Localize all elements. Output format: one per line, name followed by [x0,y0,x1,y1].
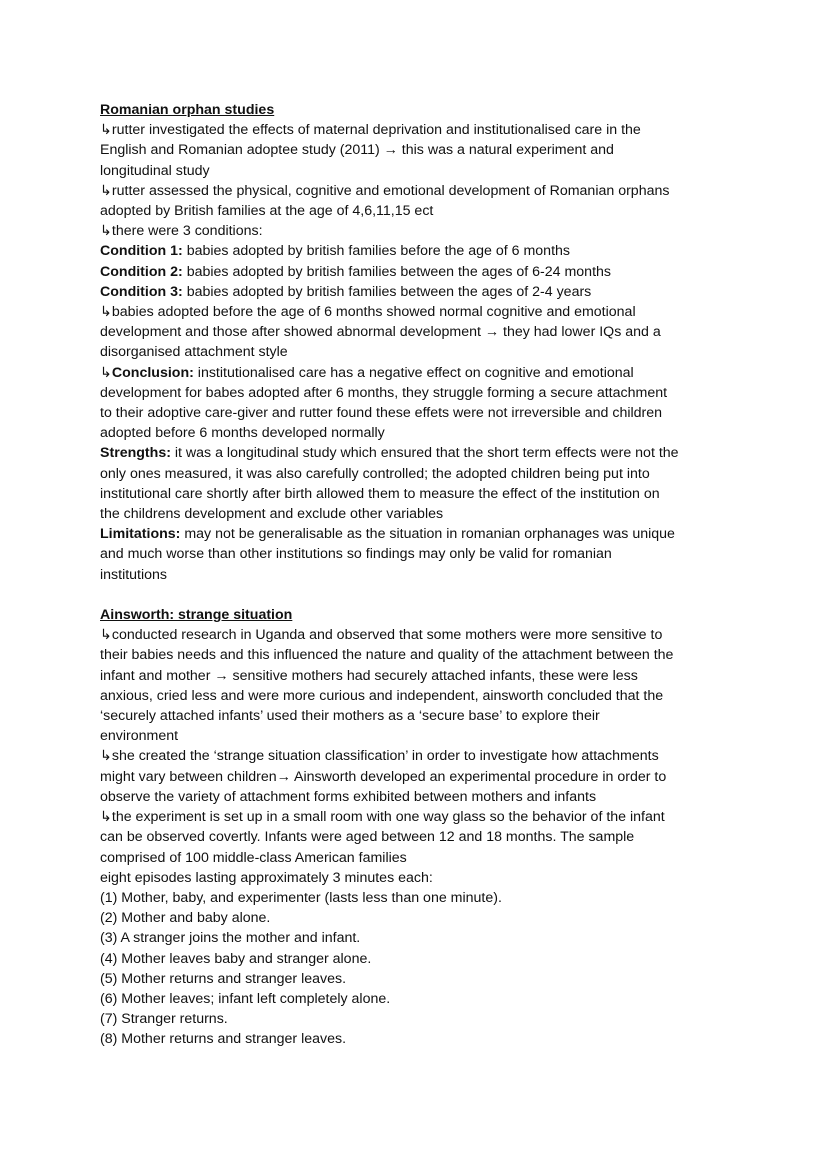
body-line: environment [100,728,179,745]
document-page [100,100,740,1050]
limitations-label: Limitations: [100,526,181,543]
condition-label: Condition 2: [100,263,183,280]
body-line: anxious, cried less and were more curious and independent, ainsworth concluded that the [100,687,664,704]
episode-item: (6) Mother leaves; infant left completely alone. [100,990,391,1007]
episode-item: (3) A stranger joins the mother and infant. [100,930,361,947]
arrow-icon: ↳ [100,364,112,381]
conclusion-text: institutionalised care has a negative effect on cognitive and emotional [193,364,634,381]
condition-text: babies adopted by british families between the ages of 2-4 years [182,283,592,300]
intro-line: ↳rutter investigated the effects of maternal deprivation and institutionalised care in the [100,122,641,139]
findings-line: disorganised attachment style [100,344,288,361]
intro-line: ↳there were 3 conditions: [100,223,263,240]
body-line: ‘securely attached infants’ used their mothers as a ‘secure base’ to explore their [100,708,600,725]
episode-item: (7) Stranger returns. [100,1011,228,1028]
condition-1 [100,241,740,261]
findings-line: ↳babies adopted before the age of 6 months showed normal cognitive and emotional [100,304,636,321]
intro-line: longitudinal study [100,162,210,179]
condition-2 [100,262,740,282]
limitations-line [100,524,740,544]
limitations-line: institutions [100,566,168,583]
body-line: comprised of 100 middle-class American families [100,849,407,866]
conclusion-line: to their adoptive care-giver and rutter found these effets were not irreversible and children [100,405,663,422]
limitations-text: may not be generalisable as the situation in romanian orphanages was unique [180,526,675,543]
strengths-label: Strengths: [100,445,171,462]
strengths-line [100,443,740,463]
condition-text: babies adopted by british families before the age of 6 months [182,243,570,260]
conclusion-label: Conclusion: [111,364,194,381]
body-line: infant and mother → sensitive mothers had securely attached infants, these were less [100,667,638,684]
intro-line: ↳rutter assessed the physical, cognitive and emotional development of Romanian orphans [100,182,670,199]
conclusion-line [100,363,740,383]
episode-item: (2) Mother and baby alone. [100,910,271,927]
body-line: eight episodes lasting approximately 3 minutes each: [100,869,433,886]
body-line: ↳she created the ‘strange situation classification’ in order to investigate how attachments [100,748,659,765]
episode-item: (1) Mother, baby, and experimenter (lasts less than one minute). [100,889,502,906]
body-line: can be observed covertly. Infants were aged between 12 and 18 months. The sample [100,829,635,846]
body-line: ↳conducted research in Uganda and observed that some mothers were more sensitive to [100,627,663,644]
episode-item: (5) Mother returns and stranger leaves. [100,970,347,987]
limitations-line: and much worse than other institutions so findings may only be valid for romanian [100,546,612,563]
intro-line: adopted by British families at the age of 4,6,11,15 ect [100,203,434,220]
body-line: their babies needs and this influenced the nature and quality of the attachment between the [100,647,674,664]
episode-item: (8) Mother returns and stranger leaves. [100,1031,347,1048]
body-line: might vary between children→ Ainsworth developed an experimental procedure in order to [100,768,667,785]
conclusion-line: adopted before 6 months developed normally [100,425,385,442]
strengths-line: institutional care shortly after birth allowed them to measure the effect of the institution on [100,485,660,502]
section-spacer [100,585,740,605]
episode-item: (4) Mother leaves baby and stranger alone. [100,950,372,967]
condition-label: Condition 3: [100,283,183,300]
findings-line: development and those after showed abnormal development → they had lower IQs and a [100,324,661,341]
strengths-line: only ones measured, it was also carefully controlled; the adopted children being put into [100,465,650,482]
strengths-line: the childrens development and exclude other variables [100,506,444,523]
intro-line: English and Romanian adoptee study (2011) → this was a natural experiment and [100,142,614,159]
section-heading-romanian-orphan-studies: Romanian orphan studies [100,102,275,118]
condition-label: Condition 1: [100,243,183,260]
condition-3 [100,282,740,302]
body-line: ↳the experiment is set up in a small room with one way glass so the behavior of the infant [100,809,665,826]
condition-text: babies adopted by british families between the ages of 6-24 months [182,263,612,280]
body-line: observe the variety of attachment forms exhibited between mothers and infants [100,788,597,805]
strengths-text: it was a longitudinal study which ensured that the short term effects were not the [170,445,679,462]
conclusion-line: development for babes adopted after 6 months, they struggle forming a secure attachment [100,384,668,401]
section-heading-ainsworth-strange-situation: Ainsworth: strange situation [100,607,293,624]
